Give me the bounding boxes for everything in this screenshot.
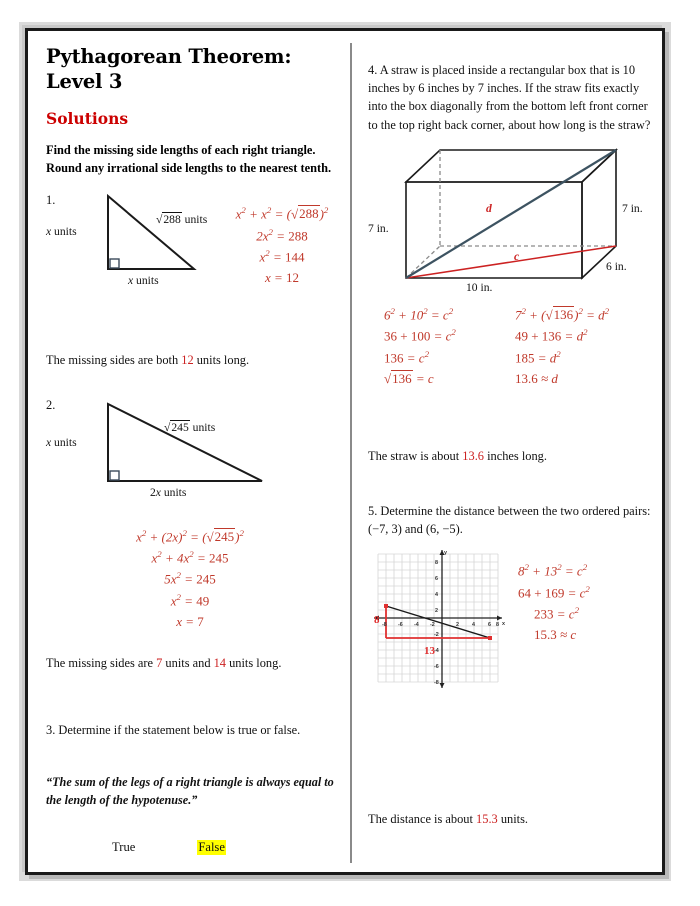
left-column [28,31,350,855]
problem-3-question: 3. Determine if the statement below is true or false. [46,722,301,737]
choice-false[interactable]: False [198,839,225,854]
work-line: $7^2 + (√136)^2 = d^2$ [514,305,610,323]
page-content [28,31,662,872]
work-line: $2x^2 = 288$ [256,226,308,243]
answer-value-2: 14 [213,656,226,671]
work-line: 15.3 ≈ c [534,627,577,643]
point-a-marker [384,604,388,608]
problem-1-number: 1. [46,193,56,208]
work-line: $233 = c^2$ [534,604,579,622]
work-line: $8^2 + 13^2 = c^2$ [518,562,588,579]
right-angle-marker-icon [110,259,119,268]
x-tick-label: 8 [496,622,499,629]
problem-4-work [368,304,652,389]
coordinate-plane-svg [368,546,508,696]
x-tick-label: 4 [472,622,475,629]
y-tick-label: -4 [434,648,439,655]
base-diagonal-line [406,246,616,278]
box-width-bottom-label: 10 in. [466,280,493,294]
answer-prefix: The distance is about [368,812,477,827]
work-line: $5x^2 = 245$ [164,570,216,587]
y-tick-label: 6 [435,576,438,583]
page-title: Pythagorean Theorem: Level 3 [46,45,292,93]
answer-value: 13.6 [462,449,484,464]
problem-1-leg-horizontal-label: x units [128,274,159,288]
work-line: $x^2 = 144$ [259,247,305,265]
answer-suffix: units long. [226,656,282,671]
right-triangle-2-svg [72,396,322,506]
coordinate-grid-figure [368,546,508,696]
box-height-left-label: 7 in. [368,221,389,235]
x-tick-label: -8 [382,622,387,629]
rectangular-box-svg [368,140,658,300]
problem-1-answer [46,351,334,370]
problem-4-answer [368,447,652,466]
problem-4-box-figure [368,140,658,300]
box-depth-right-label: 6 in. [606,259,627,273]
problem-1 [46,191,334,333]
x-tick-label: -4 [414,622,419,629]
choice-true[interactable]: True [112,839,136,854]
work-line: $64 + 169 = c^2$ [518,583,590,600]
work-line: $x^2 + x^2 = (√288)^2$ [235,205,329,222]
point-b-marker [488,636,492,640]
space-diagonal-line [406,150,616,278]
problem-5-work [518,560,648,645]
y-tick-label: 8 [435,560,438,567]
problem-4-question: 4. A straw is placed inside a rectangular box that is 10 inches by 6 inches by 7 inches. If the straw fits exactly into the box diagonally from the bottom left front corner to the top right back corner, about how long is the straw? [368,63,651,132]
solutions-heading: Solutions [46,108,129,128]
work-line: $36 + 100 = c^2$ [384,327,456,344]
work-line: $49 + 136 = d^2$ [514,327,588,344]
work-line: x = 12 [264,270,300,286]
work-line: 13.6 ≈ d [514,371,558,387]
y-tick-label: 4 [435,592,438,599]
y-tick-label: -6 [434,664,439,671]
problem-4-work-right [515,304,652,389]
answer-prefix: The missing sides are both [46,353,182,368]
answer-suffix: inches long. [483,449,547,464]
y-tick-label: 2 [435,608,438,615]
x-tick-label: -6 [398,622,403,629]
problem-1-work [212,203,352,288]
y-axis-label: y [444,550,447,557]
answer-prefix: The straw is about [368,449,463,464]
answer-value-1: 7 [156,656,163,671]
answer-middle: units and [162,656,214,671]
answer-value: 15.3 [476,812,498,827]
problem-1-hypotenuse-label: √288 units [156,213,208,227]
problem-2-number: 2. [46,397,56,412]
problem-5-content [368,546,652,706]
problem-3 [46,721,334,855]
answer-value: 12 [181,353,194,368]
right-angle-marker-icon [110,471,119,480]
problem-1-leg-vertical-label: x units [46,225,77,239]
work-line: $x^2 + 4x^2 = 245$ [151,549,229,566]
problem-2-hypotenuse-label: √245 units [164,420,216,434]
work-line: $6^2 + 10^2 = c^2$ [384,305,454,323]
x-tick-label: 2 [456,622,459,629]
y-tick-label: -8 [434,680,439,687]
problem-2-triangle-figure [46,396,322,506]
work-line: √136 = c [384,371,434,387]
problem-5-question: 5. Determine the distance between the two ordered pairs: (−7, 3) and (6, −5). [368,503,651,536]
work-line: $136 = c^2$ [384,348,429,366]
problem-2 [46,396,334,512]
work-line: $x^2 = 49$ [170,591,210,609]
work-line: $x^2 + (2x)^2 = (√245)^2$ [136,527,244,545]
problem-2-answer [46,654,334,673]
problem-2-leg-vertical-label: x units [46,435,77,449]
problem-4-work-left [368,304,501,389]
y-tick-label: -2 [434,632,439,639]
base-diagonal-label: c [514,249,520,263]
worksheet-page [25,28,665,875]
problem-5-answer [368,810,652,829]
work-line: $185 = d^2$ [514,348,561,366]
problem-2-leg-horizontal-label: 2x units [150,485,187,499]
space-diagonal-label: d [486,201,492,215]
directions-text: Find the missing side lengths of each right triangle. Round any irrational side lengths to the nearest tenth. [46,142,332,176]
work-line: x = 7 [176,614,204,630]
box-height-right-label: 7 in. [622,201,643,215]
answer-suffix: units long. [193,353,250,368]
problem-3-choices [46,840,334,855]
x-tick-label: -2 [430,622,435,629]
answer-prefix: The missing sides are [46,656,157,671]
x-axis-label: x [502,621,505,628]
answer-suffix: units. [497,812,529,827]
problem-3-statement: “The sum of the legs of a right triangle is always equal to the length of the hypotenuse.” [46,775,334,808]
problem-2-work [46,526,334,633]
x-tick-label: 6 [488,622,491,629]
horizontal-leg-label: 13 [424,645,435,658]
right-column [352,31,668,829]
vertical-leg-label: 8 [374,614,380,627]
